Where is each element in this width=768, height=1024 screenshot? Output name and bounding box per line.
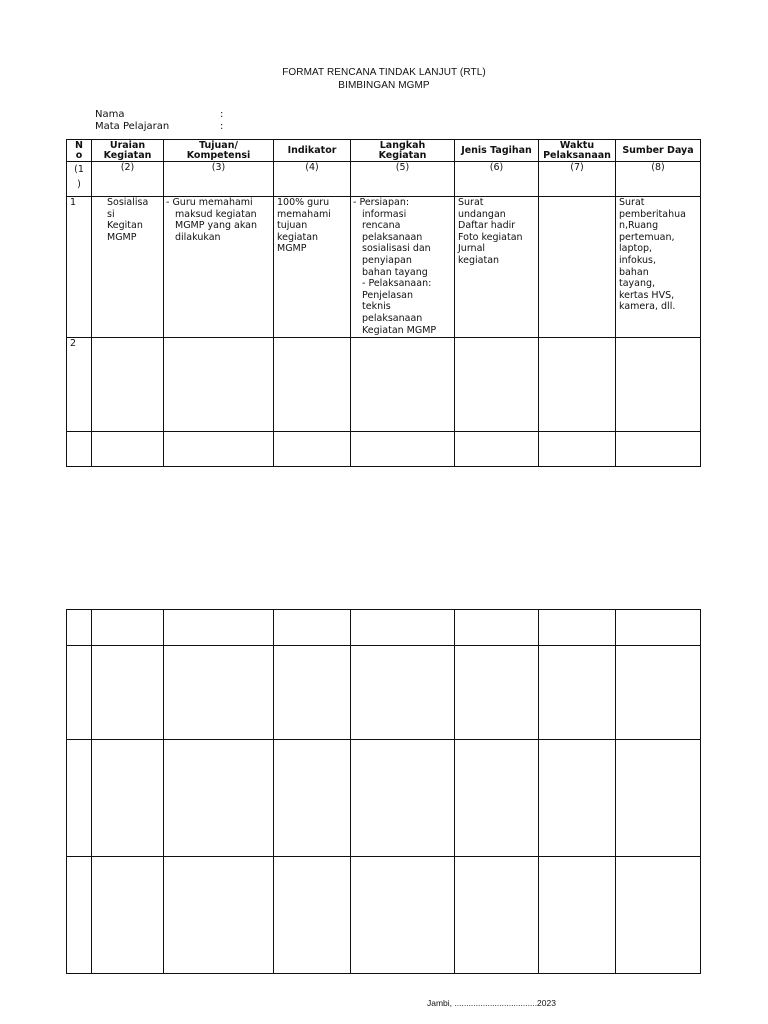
field-nama-label: Nama	[95, 109, 125, 120]
cell-sumber-daya	[616, 432, 701, 467]
number-3: (3)	[164, 162, 274, 197]
blank-cell	[351, 857, 455, 974]
cell-tujuan	[164, 432, 274, 467]
blank-cell	[274, 740, 351, 857]
signature-date-line: Jambi, ...................................2023	[427, 998, 556, 1008]
blank-cell	[616, 740, 701, 857]
blank-cell	[67, 740, 92, 857]
blank-cell	[67, 646, 92, 740]
blank-cell	[616, 857, 701, 974]
cell-uraian: Sosialisa si Kegitan MGMP	[92, 197, 164, 338]
cell-waktu	[539, 197, 616, 338]
blank-cell	[455, 857, 539, 974]
field-nama-colon: :	[220, 109, 224, 120]
blank-cell	[274, 857, 351, 974]
cell-sumber-daya	[616, 338, 701, 432]
cell-jenis-tagihan: Surat undangan Daftar hadir Foto kegiatan Jurnal kegiatan	[455, 197, 539, 338]
number-4: (4)	[274, 162, 351, 197]
field-mata-pelajaran-label: Mata Pelajaran	[95, 121, 170, 132]
table-row	[67, 432, 701, 467]
blank-cell	[164, 740, 274, 857]
cell-indikator	[274, 338, 351, 432]
document-title: FORMAT RENCANA TINDAK LANJUT (RTL)	[282, 67, 486, 78]
blank-cell	[92, 857, 164, 974]
blank-table	[66, 609, 701, 974]
cell-uraian	[92, 338, 164, 432]
cell-waktu	[539, 432, 616, 467]
number-1: (1 )	[67, 162, 92, 197]
blank-cell	[539, 610, 616, 646]
number-5: (5)	[351, 162, 455, 197]
blank-cell	[92, 646, 164, 740]
field-mata-pelajaran-colon: :	[220, 121, 224, 132]
blank-table-row	[67, 610, 701, 646]
blank-cell	[539, 646, 616, 740]
number-2: (2)	[92, 162, 164, 197]
cell-indikator	[274, 432, 351, 467]
cell-uraian	[92, 432, 164, 467]
cell-tujuan: - Guru memahami maksud kegiatan MGMP yang akan dilakukan	[164, 197, 274, 338]
header-waktu: Waktu Pelaksanaan	[539, 140, 616, 162]
table-row	[67, 338, 701, 432]
number-8: (8)	[616, 162, 701, 197]
table-header-row	[67, 140, 701, 162]
rtl-table	[66, 139, 701, 467]
blank-cell	[351, 610, 455, 646]
cell-tujuan	[164, 338, 274, 432]
cell-indikator: 100% guru memahami tujuan kegiatan MGMP	[274, 197, 351, 338]
blank-cell	[455, 646, 539, 740]
blank-cell	[455, 610, 539, 646]
blank-cell	[539, 740, 616, 857]
header-sumber-daya: Sumber Daya	[616, 140, 701, 162]
header-indikator: Indikator	[274, 140, 351, 162]
blank-cell	[164, 857, 274, 974]
blank-cell	[164, 610, 274, 646]
header-uraian: Uraian Kegiatan	[92, 140, 164, 162]
cell-sumber-daya: Surat pemberitahua n,Ruang pertemuan, laptop, infokus, bahan tayang, kertas HVS, kamera, dll.	[616, 197, 701, 338]
blank-cell	[67, 857, 92, 974]
blank-cell	[274, 610, 351, 646]
blank-cell	[67, 610, 92, 646]
table-number-row	[67, 162, 701, 197]
blank-cell	[539, 857, 616, 974]
blank-table-row	[67, 857, 701, 974]
blank-cell	[274, 646, 351, 740]
cell-langkah	[351, 338, 455, 432]
header-jenis-tagihan: Jenis Tagihan	[455, 140, 539, 162]
number-6: (6)	[455, 162, 539, 197]
blank-cell	[164, 646, 274, 740]
blank-cell	[351, 646, 455, 740]
cell-langkah: - Persiapan: informasi rencana pelaksanaan sosialisasi dan penyiapan bahan tayang - Pelaksanaan: Penjelasan teknis pelaksanaan Kegiatan MGMP	[351, 197, 455, 338]
header-tujuan: Tujuan/ Kompetensi	[164, 140, 274, 162]
blank-cell	[616, 646, 701, 740]
document-subtitle: BIMBINGAN MGMP	[338, 80, 430, 91]
blank-cell	[351, 740, 455, 857]
cell-jenis-tagihan	[455, 432, 539, 467]
cell-no: 1	[67, 197, 92, 338]
field-nama	[95, 109, 224, 120]
blank-cell	[92, 740, 164, 857]
field-mata-pelajaran	[95, 121, 224, 132]
cell-waktu	[539, 338, 616, 432]
header-no: N o	[67, 140, 92, 162]
cell-langkah	[351, 432, 455, 467]
blank-table-row	[67, 740, 701, 857]
blank-cell	[616, 610, 701, 646]
number-7: (7)	[539, 162, 616, 197]
blank-table-row	[67, 646, 701, 740]
cell-jenis-tagihan	[455, 338, 539, 432]
blank-cell	[455, 740, 539, 857]
header-langkah: Langkah Kegiatan	[351, 140, 455, 162]
cell-no: 2	[67, 338, 92, 432]
table-row	[67, 197, 701, 338]
cell-no	[67, 432, 92, 467]
blank-cell	[92, 610, 164, 646]
